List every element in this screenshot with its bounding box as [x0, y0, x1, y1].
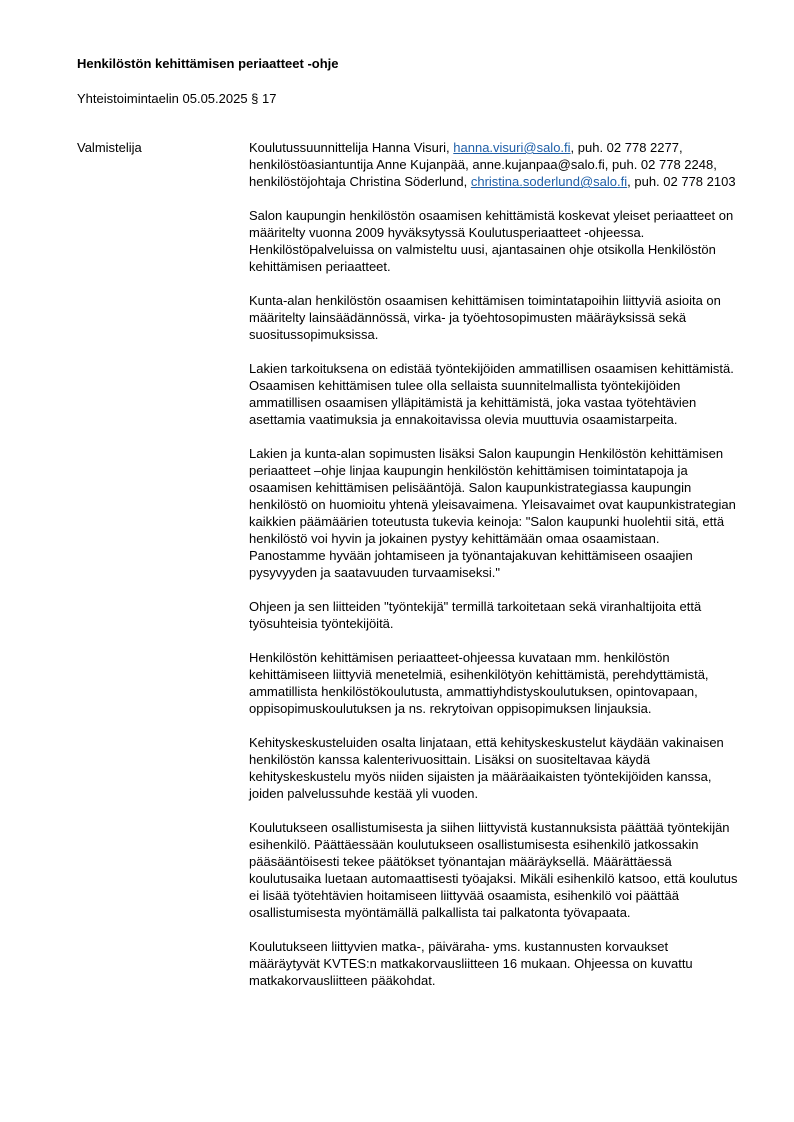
preparer-text-1: Koulutussuunnittelija Hanna Visuri, — [249, 140, 454, 155]
email-link-christina[interactable]: christina.soderlund@salo.fi — [470, 174, 628, 189]
body-paragraph: Kunta-alan henkilöstön osaamisen kehittämisen toimintatapoihin liittyviä asioita on määritelty lainsäädännössä, virka- ja työehtosopimusten määräyksissä sekä suositussopimuksissa. — [249, 293, 721, 342]
body-paragraph: Henkilöstön kehittämisen periaatteet-ohjeessa kuvataan mm. henkilöstön kehittämiseen liittyviä menetelmiä, esihenkilötyön kehittämistä, perehdyttämistä, ammatillista henkilöstökoulutusta, ammattiyhdistyskoulutuksen, opintovapaan, oppisopimuskoulutuksen ja ns. rekrytoivan oppisopimuksen linjauksia. — [249, 650, 709, 716]
preparer-text-2: , puh. 02 778 2277, henkilöstöasiantuntija Anne Kujanpää, anne.kujanpaa@salo.fi, puh. 02 778 2248, henkilöstöjohtaja Christina Söderlund, — [249, 140, 717, 189]
preparer-text-3: , puh. 02 778 2103 — [627, 174, 736, 189]
body-paragraph: Koulutukseen liittyvien matka-, päiväraha- yms. kustannusten korvaukset määräytyvät KVTES:n matkakorvausliitteen 16 mukaan. Ohjeessa on kuvattu matkakorvausliitteen pääkohdat. — [249, 939, 693, 988]
body-paragraph: Kehityskeskusteluiden osalta linjataan, että kehityskeskustelut käydään vakinaisen henkilöstön kanssa kalenterivuosittain. Lisäksi on suositeltavaa käydä kehityskeskustelu myös niiden sijaisten ja määräaikaisten työntekijöiden kanssa, joiden palvelussuhde kestää yli vuoden. — [249, 735, 724, 801]
body-paragraph: Salon kaupungin henkilöstön osaamisen kehittämistä koskevat yleiset periaatteet on määritelty vuonna 2009 hyväksytyssä Koulutusperiaatteet -ohjeessa. Henkilöstöpalveluissa on valmisteltu uusi, ajantasainen ohje otsikolla Henkilöstön kehittämisen periaatteet. — [249, 208, 734, 274]
body-paragraph: Koulutukseen osallistumisesta ja siihen liittyvistä kustannuksista päättää työntekijän esihenkilö. Päättäessään koulutukseen osallistumisesta esihenkilö jatkossakin pääsääntöisesti tekee päätökset työnantajan määräyksellä. Määrättäessä koulutusaika luetaan automaattisesti työajaksi. Mikäli esihenkilö katsoo, että koulutus ei lisää työtehtävien hoitamiseen liittyvää osaamista, esihenkilö voi päättää osallistumisesta myöntämällä palkallista tai palkatonta työvapaata. — [249, 820, 738, 920]
body-paragraph: Lakien ja kunta-alan sopimusten lisäksi Salon kaupungin Henkilöstön kehittämisen periaatteet –ohje linjaa kaupungin henkilöstön kehittämisen toimintatapoja ja osaamisen kehittämisen pelisääntöjä. Salon kaupunkistrategiassa kaupungin henkilöstö on huomioitu yhtenä yleisavaimena. Yleisavaimet ovat kaupunkistrategian kaikkien päämäärien toteutusta tukevia keinoja: "Salon kaupunki huolehtii sitä, että henkilöstö voi hyvin ja jokainen pystyy kehittämään omaa osaamistaan. Panostamme hyvään johtamiseen ja työnantajakuvan kehittämiseen osaajien pysyvyyden ja saatavuuden turvaamiseksi." — [249, 446, 736, 580]
email-link-hanna[interactable]: hanna.visuri@salo.fi — [453, 140, 571, 155]
meeting-reference: Yhteistoimintaelin 05.05.2025 § 17 — [77, 91, 277, 106]
body-paragraph: Lakien tarkoituksena on edistää työntekijöiden ammatillisen osaamisen kehittämistä. Osaamisen kehittämisen tulee olla sellaista suunnitelmallista työntekijöiden ammatillisen osaamisen ylläpitämistä ja kehittämistä, joka vastaa työtehtävien asettamia vaatimuksia ja ennakoitavissa olevia muuttuvia osaamistarpeita. — [249, 361, 734, 427]
document-body — [249, 139, 739, 1006]
preparer-paragraph — [249, 139, 739, 190]
document-title: Henkilöstön kehittämisen periaatteet -ohje — [77, 56, 339, 71]
body-paragraph: Ohjeen ja sen liitteiden "työntekijä" termillä tarkoitetaan sekä viranhaltijoita että työsuhteisia työntekijöitä. — [249, 599, 702, 631]
preparer-label: Valmistelija — [77, 140, 142, 155]
